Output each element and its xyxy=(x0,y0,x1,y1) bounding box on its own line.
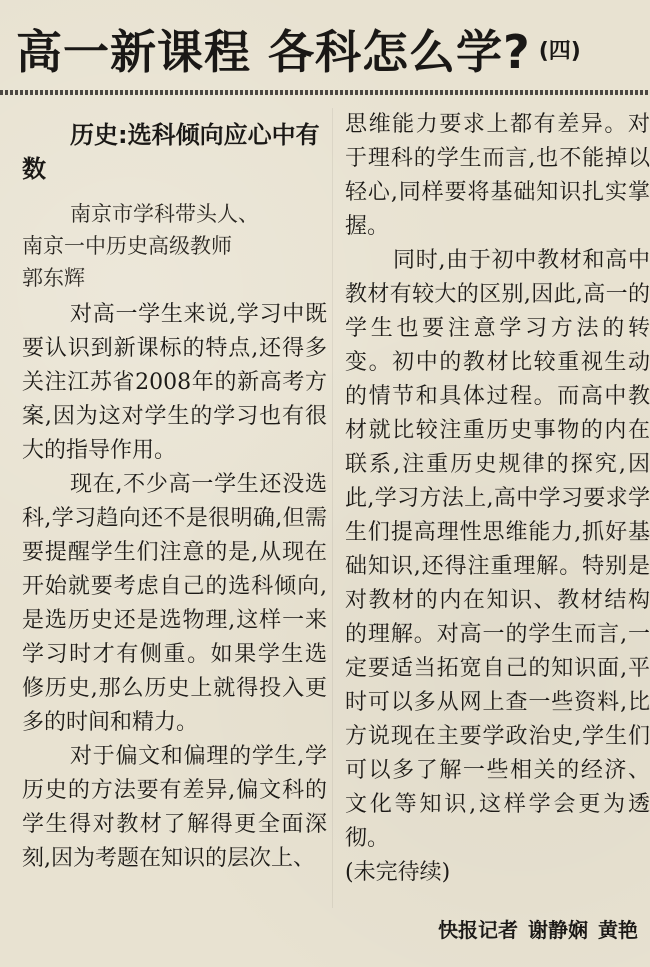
author-title-1: 南京市学科带头人、 xyxy=(70,202,259,226)
paragraph-1: 对高一学生来说,学习中既要认识到新课标的特点,还得多关注江苏省2008年的新高考方案,因为这对学生的学习也有很大的指导作用。 xyxy=(22,302,327,463)
author-name: 郭东辉 xyxy=(22,266,85,290)
headline-rule xyxy=(0,90,650,95)
author-credit xyxy=(22,198,327,294)
paragraph-3-continued: 思维能力要求上都有差异。对于理科的学生而言,也不能掉以轻心,同样要将基础知识扎实掌握。 xyxy=(345,112,650,239)
article-subhead: 历史:选科倾向应心中有数 xyxy=(22,121,320,183)
paragraph-4: 同时,由于初中教材和高中教材有较大的区别,因此,高一的学生也要注意学习方法的转变。初中的教材比较重视生动的情节和具体过程。而高中教材就比较注重历史事物的内在联系,注重历史规律的探究,因此,学习方法上,高中学习要求学生们提高理性思维能力,抓好基础知识,还得注重理解。特别是对教材的内在知识、教材结构的理解。对高一的学生而言,一定要适当拓宽自己的知识面,平时可以多从网上查一些资料,比方说现在主要学政治史,学生们可以多了解一些相关的经济、文化等知识,这样学会更为透彻。 xyxy=(345,248,650,851)
column-divider xyxy=(332,108,333,908)
article-column-right xyxy=(345,108,650,958)
paragraph-3: 对于偏文和偏理的学生,学历史的方法要有差异,偏文科的学生得对教材了解得更全面深刻,因为考题在知识的层次上、 xyxy=(22,744,327,871)
headline-part-number: (四) xyxy=(538,39,581,64)
author-title-2: 南京一中历史高级教师 xyxy=(22,234,232,258)
byline-role: 快报记者 xyxy=(438,918,518,942)
byline-name-2: 黄艳 xyxy=(598,918,638,942)
byline-name-1: 谢静娴 xyxy=(528,918,588,942)
to-be-continued: (未完待续) xyxy=(345,860,451,885)
headline xyxy=(16,14,636,90)
article-column-left xyxy=(22,108,327,948)
reporter-byline xyxy=(438,914,638,946)
paragraph-2: 现在,不少高一学生还没选科,学习趋向还不是很明确,但需要提醒学生们注意的是,从现在开始就要考虑自己的选科倾向,是选历史还是选物理,这样一来学习时才有侧重。如果学生选修历史,那么历史上就得投入更多的时间和精力。 xyxy=(22,472,327,735)
headline-title: 高一新课程 各科怎么学? xyxy=(16,25,531,79)
